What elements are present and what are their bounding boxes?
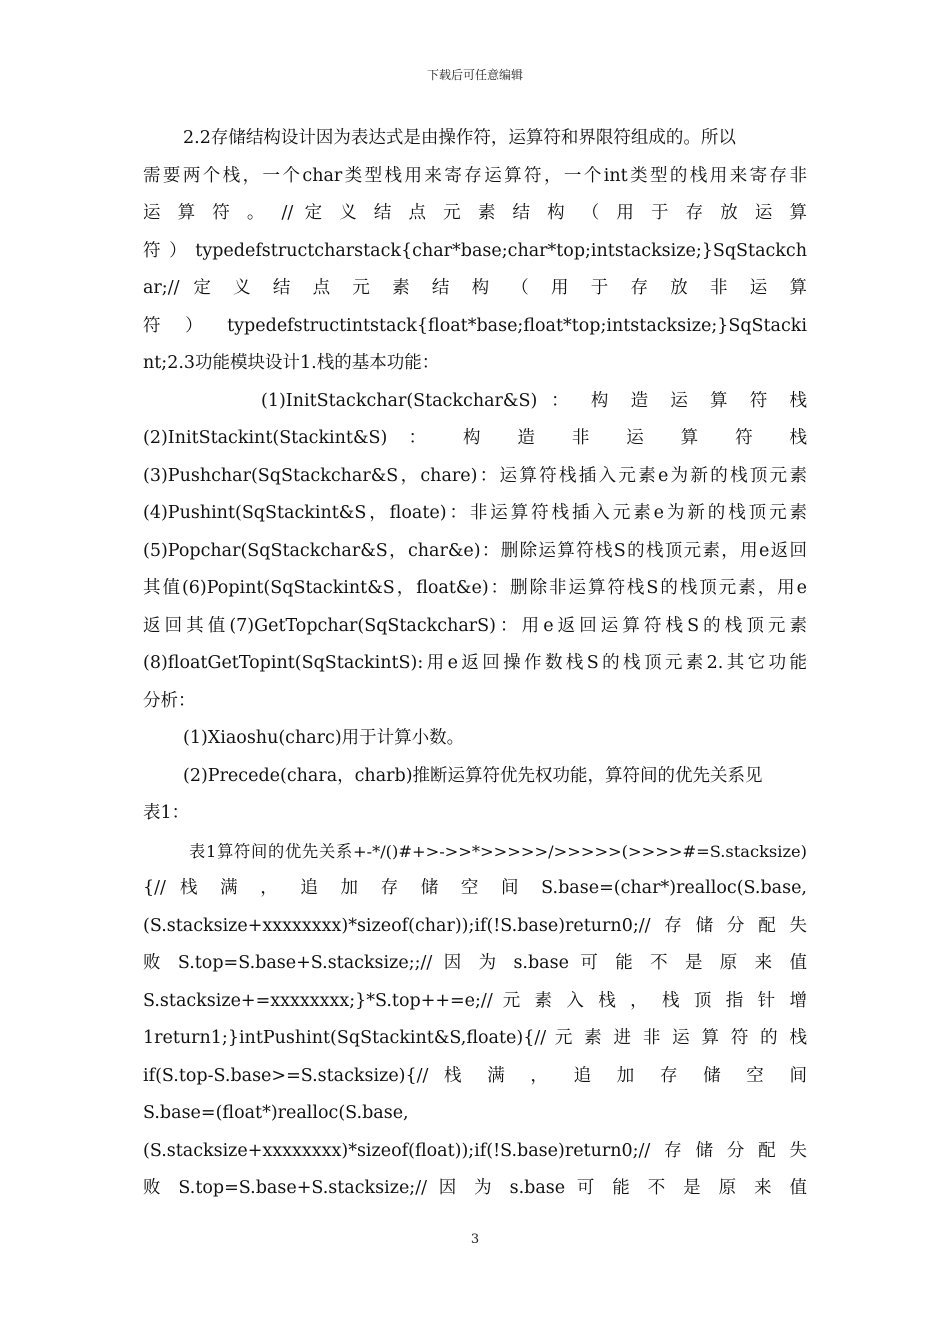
text-line: 败 S.top=S.base+S.stacksize;// 因 为 s.base 可 能 不 是 原 来 值	[143, 1178, 807, 1198]
text-line: 需要两个栈，一个char类型栈用来寄存运算符，一个int类型的栈用来寄存非	[143, 165, 807, 186]
text-line: nt;2.3功能模块设计1.栈的基本功能：	[143, 353, 440, 373]
text-line: S.base=(float*)realloc(S.base,	[143, 1103, 409, 1123]
text-line: (4)Pushint(SqStackint&S，floate)：非运算符栈插入元素e为新的栈顶元素	[143, 503, 807, 523]
text-line: 表1：	[143, 803, 190, 823]
text-line: 返回其值(7)GetTopchar(SqStackcharS)：用e返回运算符栈S的栈顶元素	[143, 615, 807, 636]
text-line: 运 算 符 。 // 定 义 结 点 元 素 结 构 （ 用 于 存 放 运 算	[143, 203, 807, 223]
text-line: (S.stacksize+xxxxxxxx)*sizeof(float));if(!S.base)return0;//存储分配失	[143, 1140, 807, 1161]
text-line: 2.2存储结构设计因为表达式是由操作符，运算符和界限符组成的。所以	[183, 128, 736, 148]
text-line: (8)floatGetTopint(SqStackintS):用e返回操作数栈S的栈顶元素2.其它功能	[143, 653, 807, 673]
text-line: 分析：	[143, 690, 196, 711]
text-line: if(S.top-S.base>=S.stacksize){// 栈 满 ， 追 加 存 储 空 间	[143, 1065, 807, 1086]
page-number: 3	[470, 1232, 480, 1247]
text-line: (1)Xiaoshu(charc)用于计算小数。	[183, 728, 465, 748]
text-line: (3)Pushchar(SqStackchar&S，chare)：运算符栈插入元素e为新的栈顶元素	[143, 465, 807, 486]
text-line: (2)Precede(chara，charb)推断运算符优先权功能，算符间的优先关系见	[183, 765, 763, 786]
text-line: 符）typedefstructcharstack{char*base;char*top;intstacksize;}SqStackch	[143, 240, 807, 261]
text-line: 表1算符间的优先关系+-*/()#+>->>*>>>>>/>>>>>(>>>>#=S.stacksize)	[189, 841, 807, 861]
text-line: (5)Popchar(SqStackchar&S，char&e)：删除运算符栈S的栈顶元素，用e返回	[143, 540, 807, 561]
text-line: 1return1;}intPushint(SqStackint&S,floate){// 元 素 进 非 运 算 符 的 栈	[143, 1028, 807, 1048]
text-line: ar;// 定 义 结 点 元 素 结 构 （ 用 于 存 放 非 运 算	[143, 278, 807, 298]
text-line: S.stacksize+=xxxxxxxx;}*S.top++=e;// 元 素 入 栈 ， 栈 顶 指 针 增	[143, 990, 807, 1011]
text-line: 败 S.top=S.base+S.stacksize;;// 因 为 s.base 可 能 不 是 原 来 值	[143, 953, 807, 973]
text-line: (S.stacksize+xxxxxxxx)*sizeof(char));if(!S.base)return0;//存储分配失	[143, 915, 807, 936]
text-line: 符）typedefstructintstack{float*base;float*top;intstacksize;}SqStacki	[143, 315, 807, 336]
text-line: {// 栈 满 ， 追 加 存 储 空 间 S.base=(char*)realloc(S.base,	[143, 878, 807, 898]
document-body	[143, 120, 807, 1208]
text-line: (1)InitStackchar(Stackchar&S) ： 构 造 运 算 符 栈	[261, 390, 807, 411]
text-line: (2)InitStackint(Stackint&S) ： 构 造 非 运 算 符 栈	[143, 428, 807, 448]
page-header: 下载后可任意编辑	[426, 68, 523, 82]
text-line: 其值(6)Popint(SqStackint&S，float&e)：删除非运算符栈S的栈顶元素，用e	[143, 578, 807, 598]
